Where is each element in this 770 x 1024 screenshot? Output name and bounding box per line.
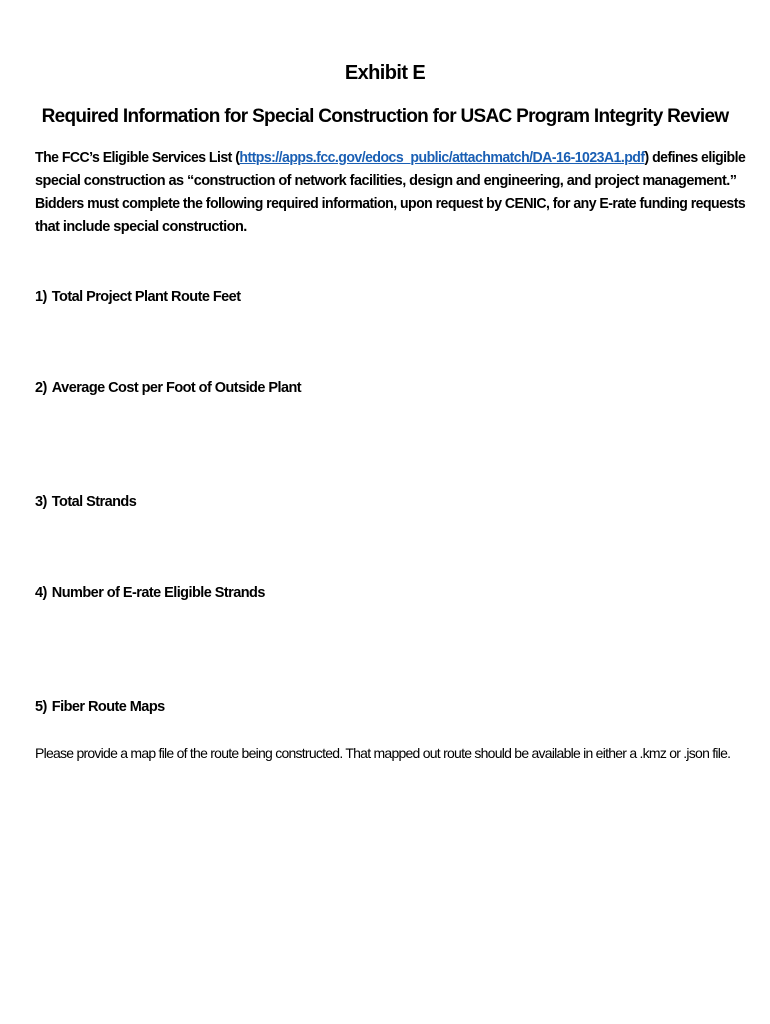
item-average-cost-per-foot bbox=[35, 380, 301, 396]
item-number: 1) bbox=[35, 289, 47, 305]
item-label: Fiber Route Maps bbox=[51, 699, 165, 715]
item-label: Average Cost per Foot of Outside Plant bbox=[51, 380, 302, 396]
intro-line-1-start: The FCC’s Eligible Services List ( bbox=[35, 150, 240, 166]
item-label: Total Strands bbox=[51, 494, 137, 510]
item-number: 5) bbox=[35, 699, 47, 715]
document-subtitle-text: Required Information for Special Construction for USAC Program Integrity Review bbox=[41, 106, 729, 127]
intro-line-1-end: ) defines eligible bbox=[644, 150, 746, 166]
document-subtitle bbox=[0, 106, 770, 128]
item-number: 3) bbox=[35, 494, 47, 510]
intro-line-4: that include special construction. bbox=[35, 219, 247, 235]
item-total-route-feet bbox=[35, 289, 240, 305]
eligible-services-list-link[interactable]: https://apps.fcc.gov/edocs_public/attachmatch/DA-16-1023A1.pdf bbox=[239, 150, 645, 166]
item-number: 4) bbox=[35, 585, 47, 601]
exhibit-title bbox=[0, 62, 770, 85]
exhibit-title-text: Exhibit E bbox=[344, 62, 426, 84]
item-label: Total Project Plant Route Feet bbox=[51, 289, 241, 305]
intro-line-1 bbox=[35, 147, 746, 170]
intro-line-2: special construction as “construction of network facilities, design and engineering, and project management.” bbox=[35, 173, 737, 189]
item-number: 2) bbox=[35, 380, 47, 396]
item-fiber-route-maps bbox=[35, 699, 165, 715]
item-total-strands bbox=[35, 494, 136, 510]
intro-line-3: Bidders must complete the following required information, upon request by CENIC, for any E-rate funding requests bbox=[35, 196, 746, 212]
map-file-instructions: Please provide a map file of the route being constructed. That mapped out route should be available in either a .kmz or .json file. bbox=[35, 745, 731, 761]
intro-paragraph bbox=[35, 147, 746, 239]
item-label: Number of E-rate Eligible Strands bbox=[51, 585, 265, 601]
item-eligible-strands bbox=[35, 585, 265, 601]
